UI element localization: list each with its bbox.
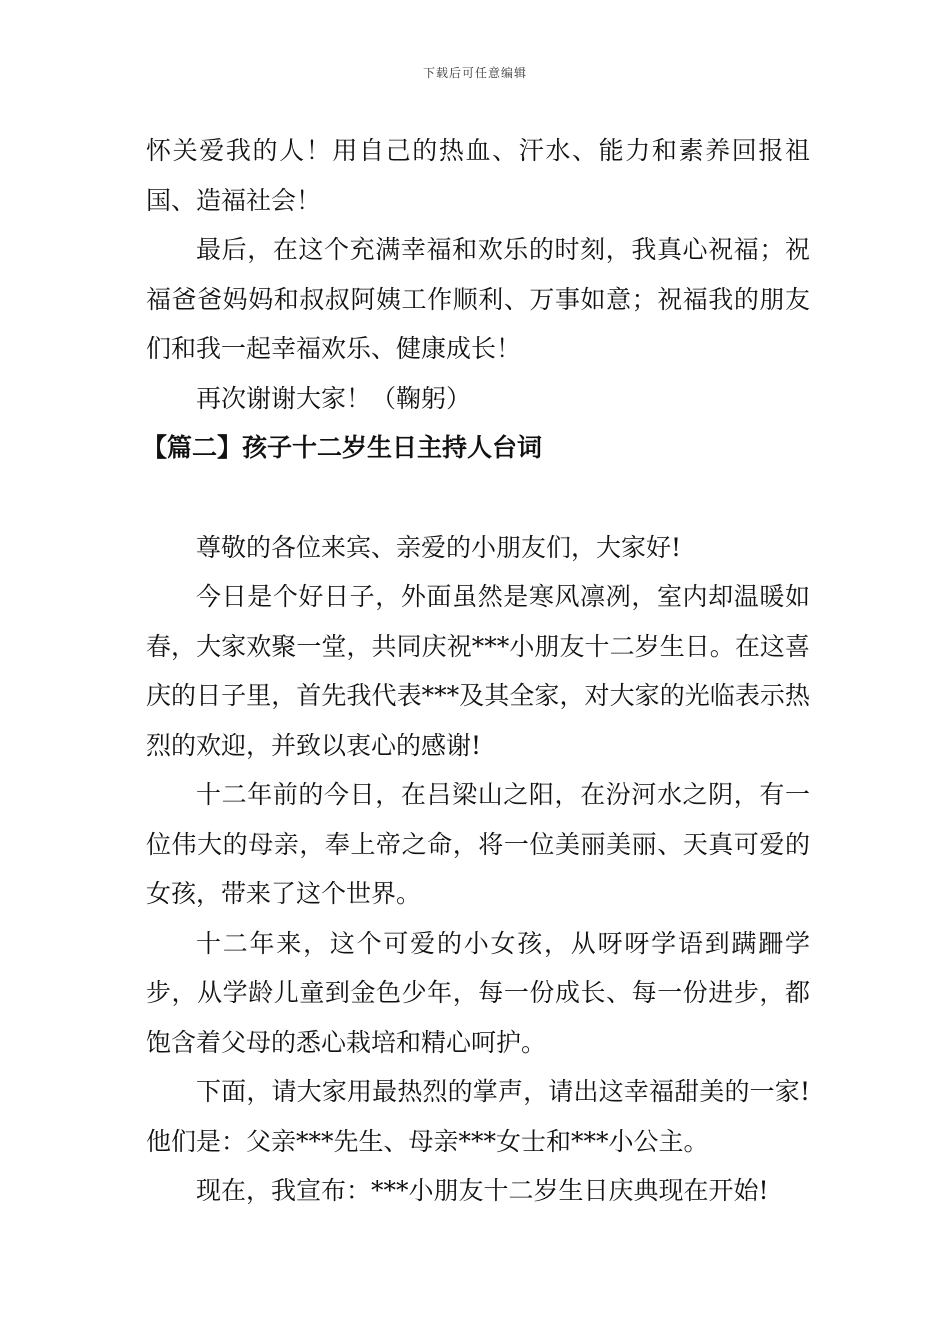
- paragraph-announcement: 现在，我宣布：***小朋友十二岁生日庆典现在开始!: [196, 1176, 769, 1205]
- document-body: [142, 126, 810, 1216]
- paragraph-thanks: 再次谢谢大家！（鞠躬）: [196, 383, 472, 413]
- paragraph-continuation: 怀关爱我的人！用自己的热血、汗水、能力和素养回报祖国、造福社会！: [146, 136, 810, 215]
- paragraph-family-intro: 下面，请大家用最热烈的掌声，请出这幸福甜美的一家!他们是：父亲***先生、母亲***女士和***小公主。: [146, 1077, 810, 1156]
- paragraph-welcome: 今日是个好日子，外面虽然是寒风凛冽，室内却温暖如春，大家欢聚一堂，共同庆祝***小朋友十二岁生日。在这喜庆的日子里，首先我代表***及其全家，对大家的光临表示热烈的欢迎，并致以衷心的感谢!: [146, 582, 810, 760]
- paragraph-growth: 十二年来，这个可爱的小女孩，从呀呀学语到蹒跚学步，从学龄儿童到金色少年，每一份成长、每一份进步，都饱含着父母的悉心栽培和精心呵护。: [146, 928, 810, 1057]
- paragraph-closing-wishes: 最后，在这个充满幸福和欢乐的时刻，我真心祝福；祝福爸爸妈妈和叔叔阿姨工作顺利、万事如意；祝福我的朋友们和我一起幸福欢乐、健康成长！: [146, 235, 810, 363]
- paragraph-greeting: 尊敬的各位来宾、亲爱的小朋友们，大家好!: [196, 532, 682, 562]
- paragraph-birth: 十二年前的今日，在吕梁山之阳，在汾河水之阴，有一位伟大的母亲，奉上帝之命，将一位美丽美丽、天真可爱的女孩，带来了这个世界。: [146, 780, 810, 908]
- section-title: 【篇二】孩子十二岁生日主持人台词: [142, 433, 543, 462]
- section-spacer: [146, 473, 810, 523]
- page-header-note: 下载后可任意编辑: [422, 66, 527, 80]
